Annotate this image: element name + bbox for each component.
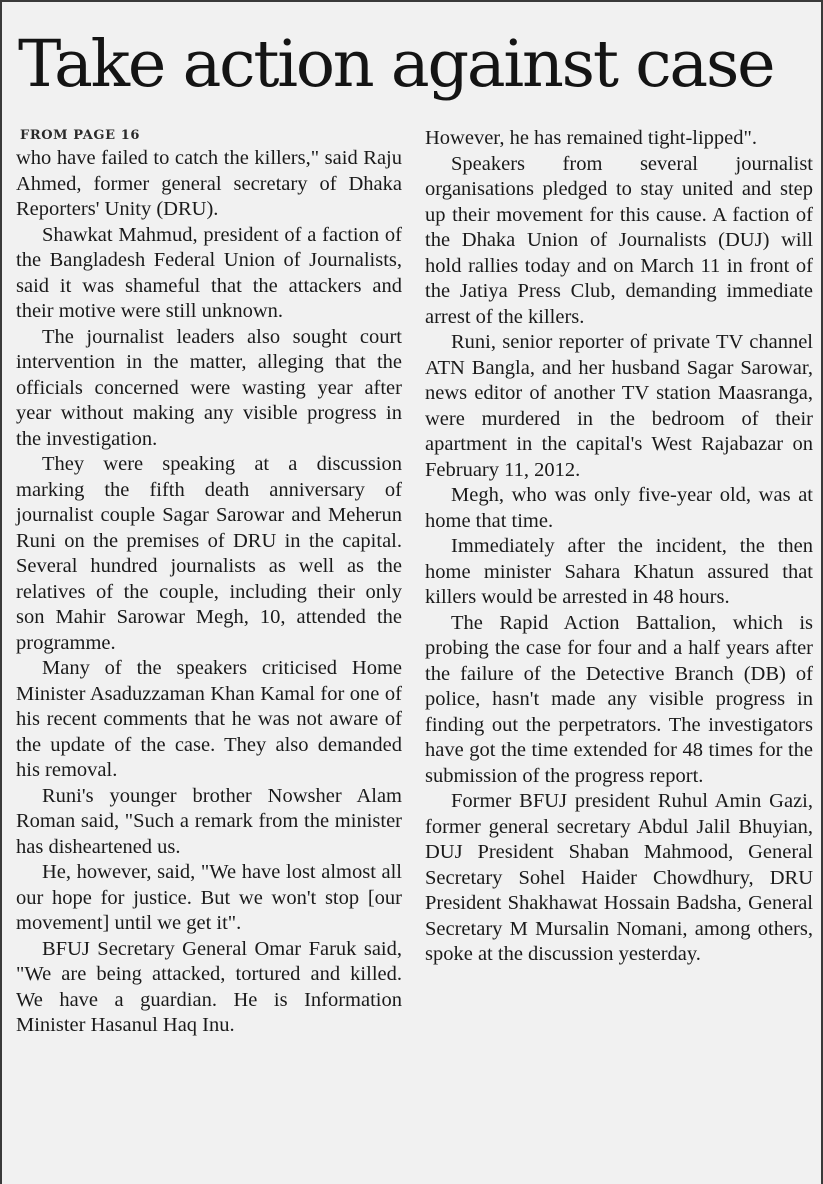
article-paragraph: However, he has remained tight-lipped". (425, 127, 758, 149)
paragraph-list-left (16, 146, 402, 1039)
article-paragraph: He, however, said, "We have lost almost all our hope for justice. But we won't stop [our movement] until we get it". (16, 861, 402, 934)
article-column-left (16, 126, 402, 1039)
article-paragraph: Runi, senior reporter of private TV channel ATN Bangla, and her husband Sagar Sarowar, news editor of another TV station Maasranga, were murdered in the bedroom of their apartment in the capital's West Rajabazar on February 11, 2012. (425, 331, 813, 481)
headline: Take action against case (18, 27, 774, 102)
paragraph-list-right (425, 126, 813, 968)
article-paragraph: Former BFUJ president Ruhul Amin Gazi, former general secretary Abdul Jalil Bhuyian, DUJ President Shaban Mahmood, General Secretary Sohel Haider Chowdhury, DRU President Shakhawat Hossain Badsha, General Secretary M Mursalin Nomani, among others, spoke at the discussion yesterday. (425, 790, 813, 965)
article-paragraph: Runi's younger brother Nowsher Alam Roman said, "Such a remark from the minister has disheartened us. (16, 784, 402, 858)
article-column-right (425, 126, 813, 968)
article-paragraph: Megh, who was only five-year old, was at home that time. (425, 484, 813, 532)
article-paragraph: The journalist leaders also sought court intervention in the matter, alleging that the officials concerned were wasting year after year without making any visible progress in the investigation. (16, 325, 402, 450)
article-paragraph: BFUJ Secretary General Omar Faruk said, "We are being attacked, tortured and killed. We have a guardian. He is Information Minister Hasanul Haq Inu. (16, 937, 402, 1036)
article-paragraph: who have failed to catch the killers," said Raju Ahmed, former general secretary of Dhaka Reporters' Unity (DRU). (16, 147, 402, 220)
article-paragraph: Many of the speakers criticised Home Minister Asaduzzaman Khan Kamal for one of his recent comments that he was not aware of the update of the case. They also demanded his removal. (16, 657, 402, 781)
article-paragraph: Shawkat Mahmud, president of a faction of the Bangladesh Federal Union of Journalists, said it was shameful that the attackers and their motive were still unknown. (16, 223, 402, 322)
article-paragraph: They were speaking at a discussion marking the fifth death anniversary of journalist couple Sagar Sarowar and Meherun Runi on the premises of DRU in the capital. Several hundred journalists as well as the relatives of the couple, including their only son Mahir Sarowar Megh, 10, attended the programme. (16, 453, 402, 654)
article-paragraph: Immediately after the incident, the then home minister Sahara Khatun assured that killers would be arrested in 48 hours. (425, 535, 813, 608)
article-paragraph: The Rapid Action Battalion, which is probing the case for four and a half years after the failure of the Detective Branch (DB) of police, hasn't made any visible progress in finding out the perpetrators. The investigators have got the time extended for 48 times for the submission of the progress report. (425, 611, 813, 787)
jump-line: FROM PAGE 16 (20, 128, 141, 143)
article-paragraph: Speakers from several journalist organisations pledged to stay united and step up their movement for this cause. A faction of the Dhaka Union of Journalists (DUJ) will hold rallies today and on March 11 in front of the Jatiya Press Club, demanding immediate arrest of the killers. (425, 152, 813, 328)
